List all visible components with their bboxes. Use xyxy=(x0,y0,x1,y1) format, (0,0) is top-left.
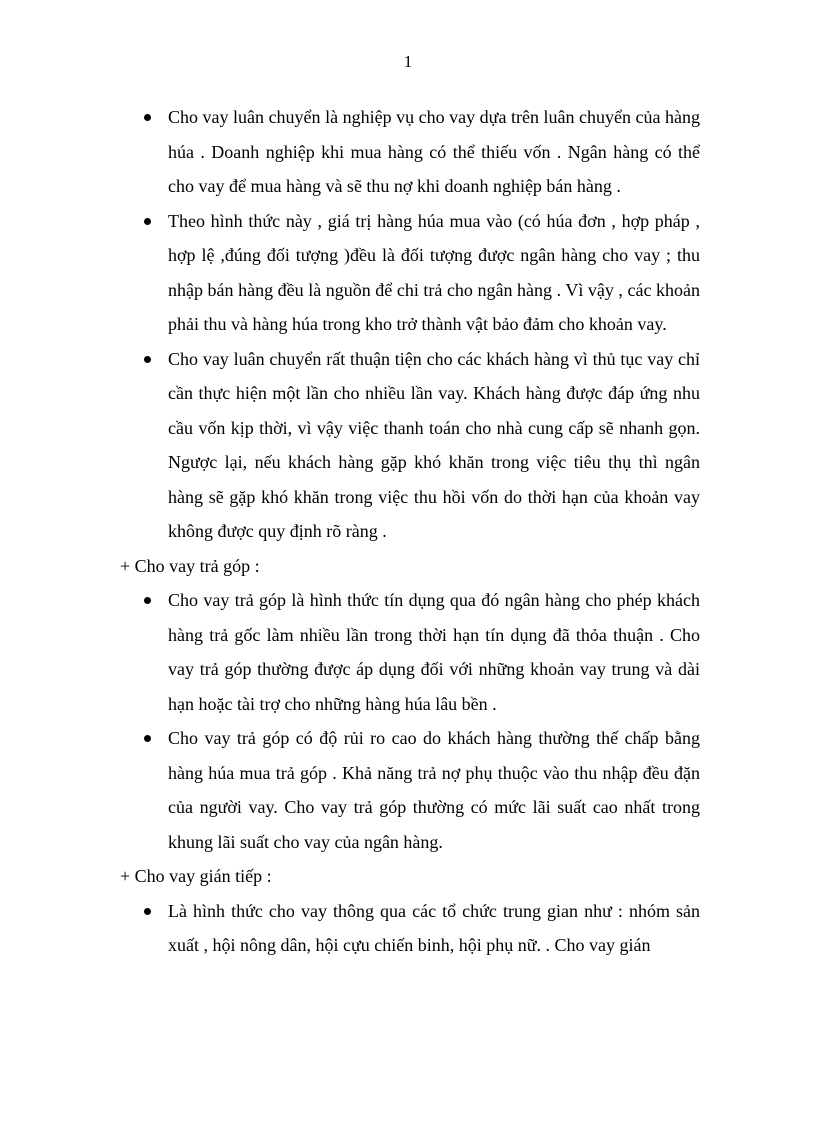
bullet-icon xyxy=(144,356,151,363)
bullet-icon xyxy=(144,218,151,225)
bullet-icon xyxy=(144,114,151,121)
paragraph-text: Là hình thức cho vay thông qua các tổ chức trung gian như : nhóm sản xuất , hội nông dân, hội cựu chiến binh, hội phụ nữ. . Cho vay gián xyxy=(168,900,700,955)
page-number: 1 xyxy=(403,52,413,71)
list-item xyxy=(120,721,700,859)
list-item xyxy=(120,583,700,721)
paragraph-text: Cho vay luân chuyển là nghiệp vụ cho vay dựa trên luân chuyển của hàng húa . Doanh nghiệp khi mua hàng có thể thiếu vốn . Ngân hàng có thể cho vay để mua hàng và sẽ thu nợ khi doanh nghiệp bán hàng . xyxy=(168,107,700,196)
document-body xyxy=(120,100,700,963)
bullet-icon xyxy=(144,597,151,604)
section-heading: + Cho vay trả góp : xyxy=(120,555,260,576)
list-item xyxy=(120,100,700,204)
paragraph-text: Theo hình thức này , giá trị hàng húa mua vào (có húa đơn , hợp pháp , hợp lệ ,đúng đối tượng )đều là đối tượng được ngân hàng cho vay ; thu nhập bán hàng đều là nguồn để chi trả cho ngân hàng . Vì vậy , các khoản phải thu và hàng húa trong kho trở thành vật bảo đảm cho khoản vay. xyxy=(168,210,700,334)
section-heading: + Cho vay gián tiếp : xyxy=(120,866,272,886)
bullet-list xyxy=(120,100,700,549)
bullet-icon xyxy=(144,735,151,742)
paragraph-text: Cho vay trả góp là hình thức tín dụng qua đó ngân hàng cho phép khách hàng trả gốc làm nhiều lần trong thời hạn tín dụng đã thỏa thuận . Cho vay trả góp thường được áp dụng đối với những khoản vay trung và dài hạn hoặc tài trợ cho những hàng húa lâu bền . xyxy=(168,590,700,714)
bullet-list xyxy=(120,894,700,963)
paragraph-text: Cho vay trả góp có độ rủi ro cao do khách hàng thường thế chấp bằng hàng húa mua trả góp . Khả năng trả nợ phụ thuộc vào thu nhập đều đặn của người vay. Cho vay trả góp thường có mức lãi suất cao nhất trong khung lãi suất cho vay của ngân hàng. xyxy=(168,728,700,852)
list-item xyxy=(120,342,700,549)
bullet-list xyxy=(120,583,700,859)
bullet-icon xyxy=(144,908,151,915)
paragraph-text: Cho vay luân chuyển rất thuận tiện cho các khách hàng vì thủ tục vay chỉ cần thực hiện một lần cho nhiều lần vay. Khách hàng được đáp ứng nhu cầu vốn kịp thời, vì vậy việc thanh toán cho nhà cung cấp sẽ nhanh gọn. Ngược lại, nếu khách hàng gặp khó khăn trong việc tiêu thụ thì ngân hàng sẽ gặp khó khăn trong việc thu hồi vốn do thời hạn của khoản vay không được quy định rõ ràng . xyxy=(168,348,700,541)
list-item xyxy=(120,894,700,963)
list-item xyxy=(120,204,700,342)
